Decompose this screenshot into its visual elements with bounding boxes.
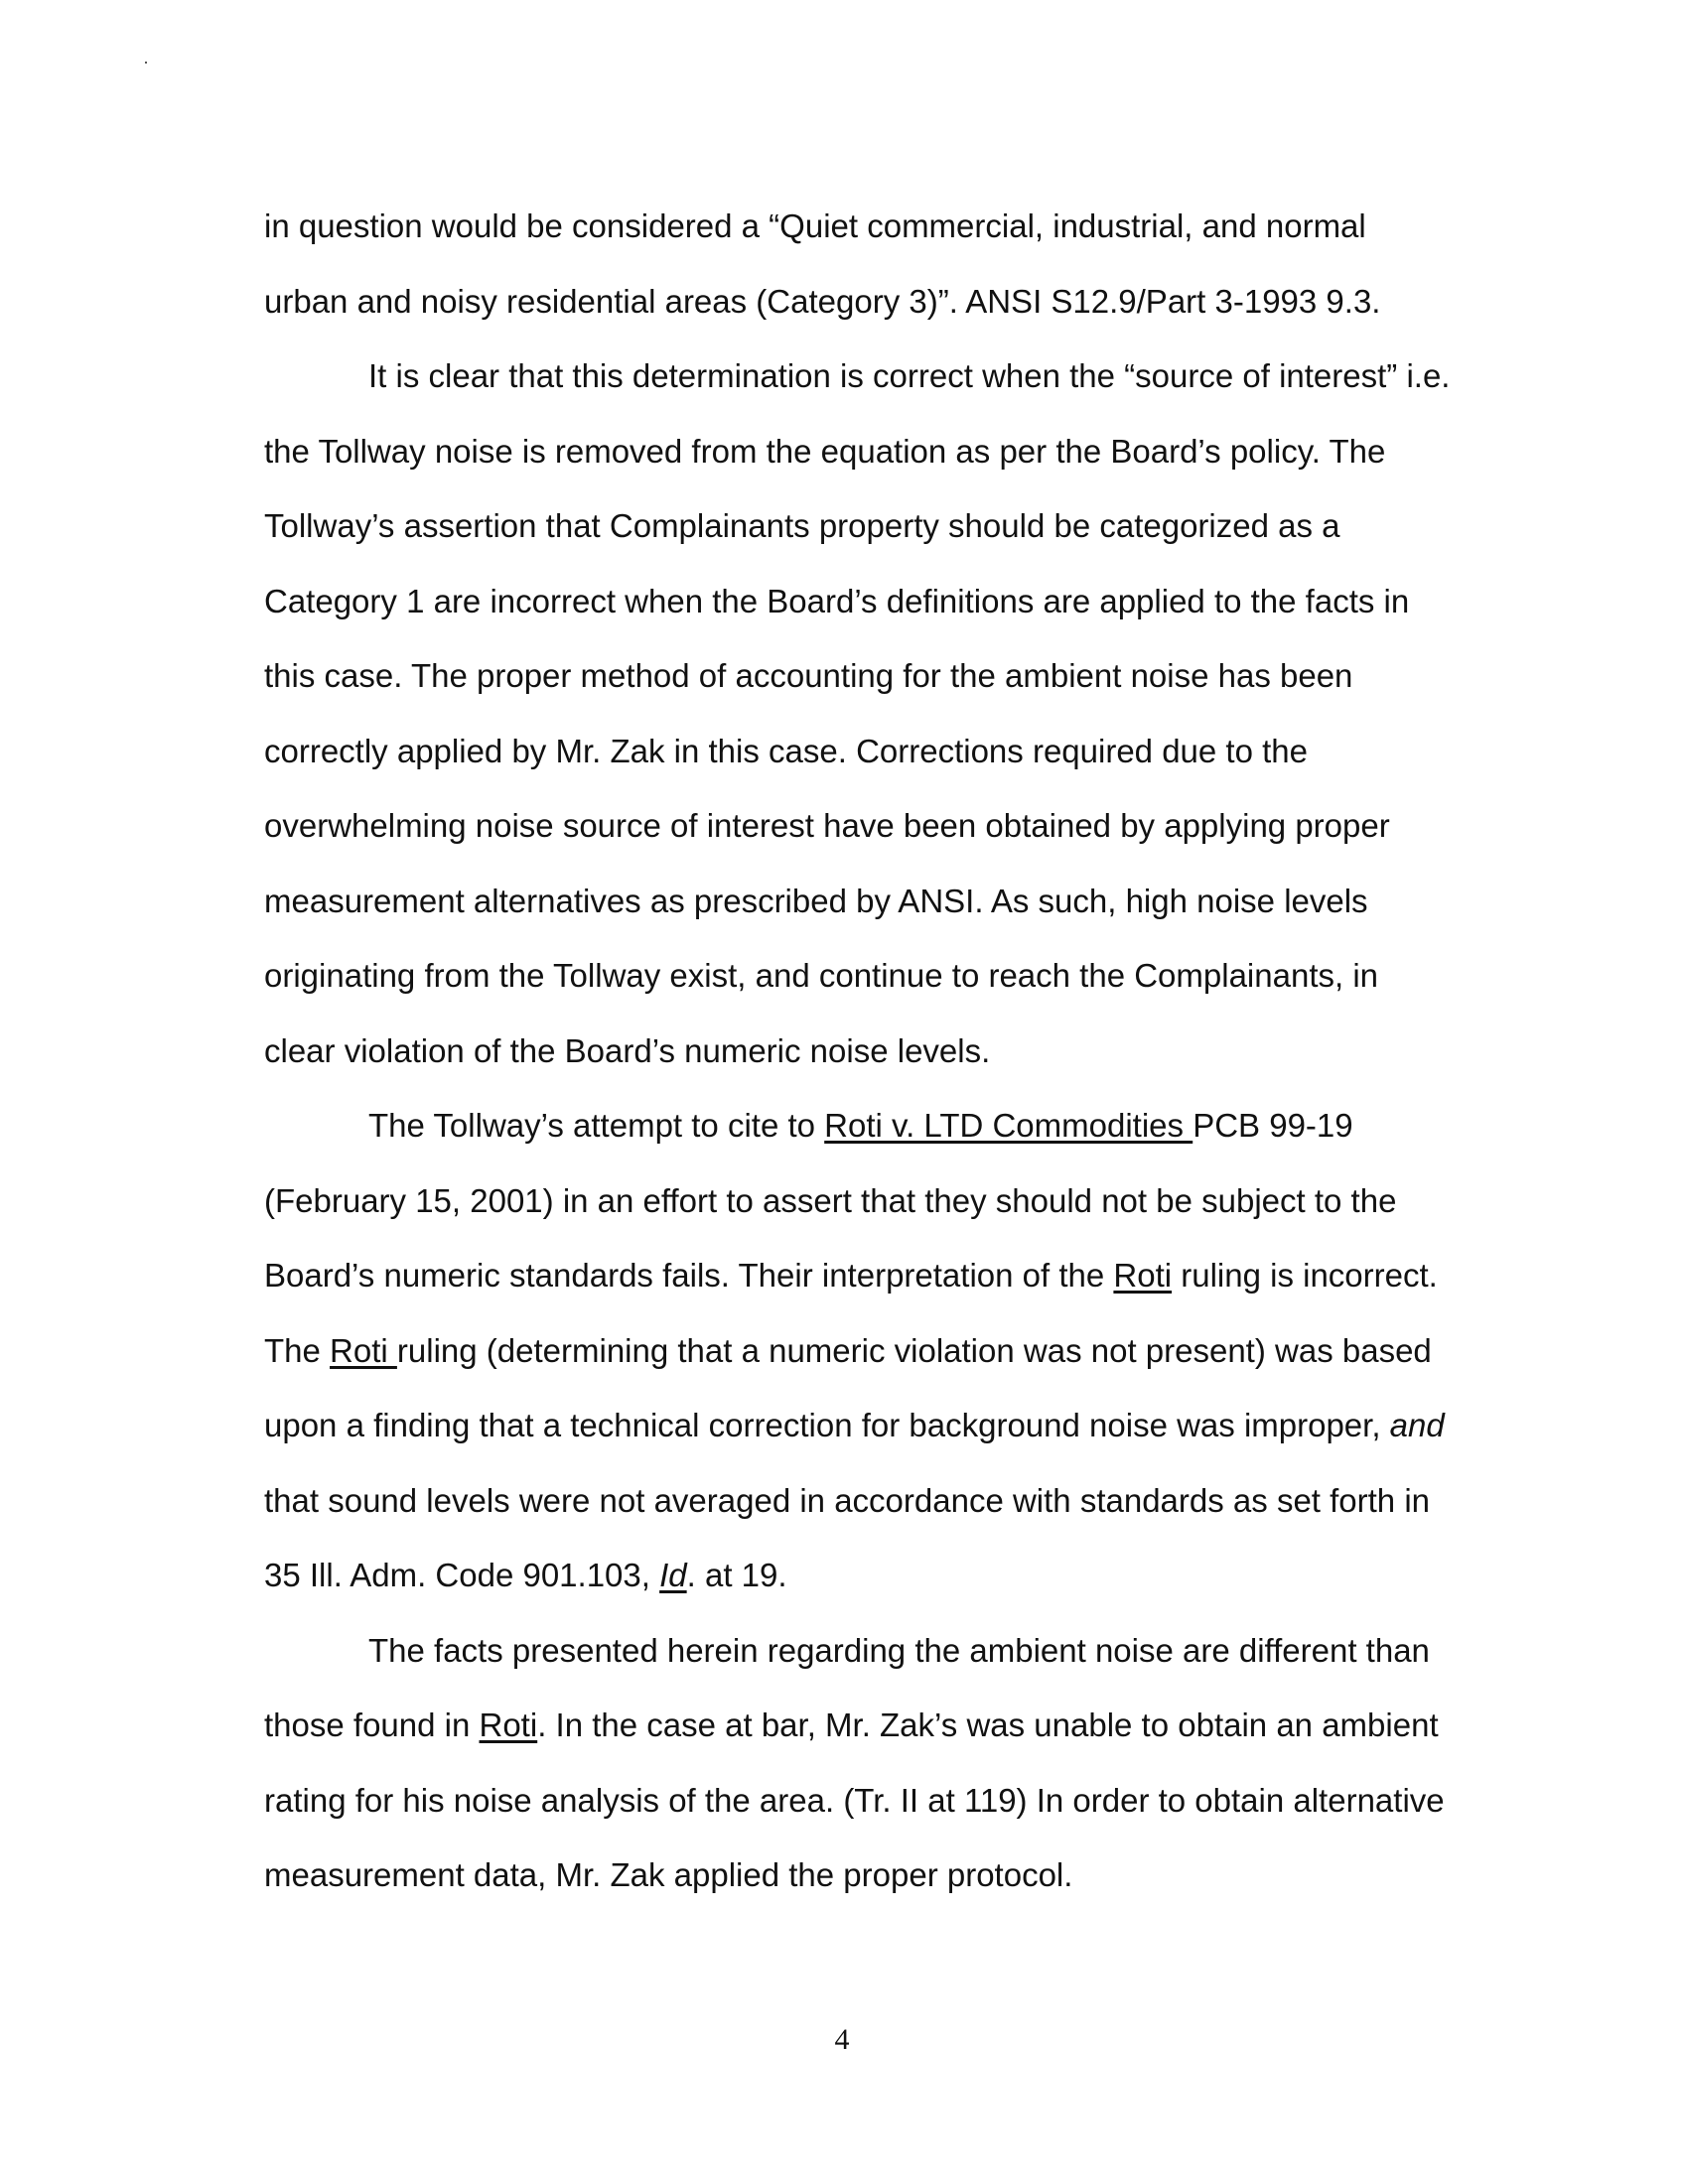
case-citation-roti: Roti (479, 1706, 538, 1743)
paragraph-3-text: PCB 99-19 (February 15, 2001) in an effort to assert that they should not be subject to the Board’s numeric standards fails. Their interpretation of the (264, 1107, 1397, 1294)
citation-id: Id (659, 1557, 687, 1593)
paragraph-4-text: The facts presented herein regarding the ambient noise are different than those found in (264, 1631, 1430, 1743)
paragraph-3-text: ruling (determining that a numeric violation was not present) was based upon a finding that a technical correction for background noise was improper, (264, 1331, 1432, 1443)
paragraph-1: in question would be considered a “Quiet commercial, industrial, and normal urban and noisy residential areas (Category 3)”. ANSI S12.9/Part 3-1993 9.3. (264, 207, 1381, 320)
paragraph-2: It is clear that this determination is correct when the “source of interest” i.e. the Tollway noise is removed from the equation as per the Board’s policy. The Tollway’s assertion that Complainants property should be categorized as a Category 1 are incorrect when the Board’s definitions are applied to the facts in this case. The proper method of accounting for the ambient noise has been correctly applied by Mr. Zak in this case. Corrections required due to the overwhelming noise source of interest have been obtained by applying proper measurement alternatives as prescribed by ANSI. As such, high noise levels originating from the Tollway exist, and continue to reach the Complainants, in clear violation of the Board’s numeric noise levels. (264, 357, 1451, 1069)
case-citation-roti-v-ltd: Roti v. LTD Commodities (824, 1107, 1193, 1144)
paragraph-3-text: ruling is incorrect. The (264, 1257, 1438, 1369)
paragraph-3 (264, 1088, 1456, 1613)
page-number: 4 (834, 2023, 850, 2056)
paragraph-4 (264, 1613, 1456, 1913)
paragraph-3-text: The Tollway’s attempt to cite to (368, 1107, 825, 1144)
case-citation-roti: Roti (1113, 1257, 1173, 1294)
paragraph-3-text: . at 19. (686, 1557, 787, 1593)
paragraph-4-text: . In the case at bar, Mr. Zak’s was unable to obtain an ambient rating for his noise analysis of the area. (Tr. II at 119) In order to obtain alternative measurement data, Mr. Zak applied the proper protocol. (264, 1706, 1445, 1893)
emphasis-and: and (1389, 1407, 1445, 1443)
body-text (264, 189, 1456, 1913)
paragraph-3-text: that sound levels were not averaged in accordance with standards as set forth in 35 Ill. Adm. Code 901.103, (264, 1481, 1431, 1593)
scan-speck (145, 62, 147, 64)
case-citation-roti: Roti (330, 1331, 397, 1369)
